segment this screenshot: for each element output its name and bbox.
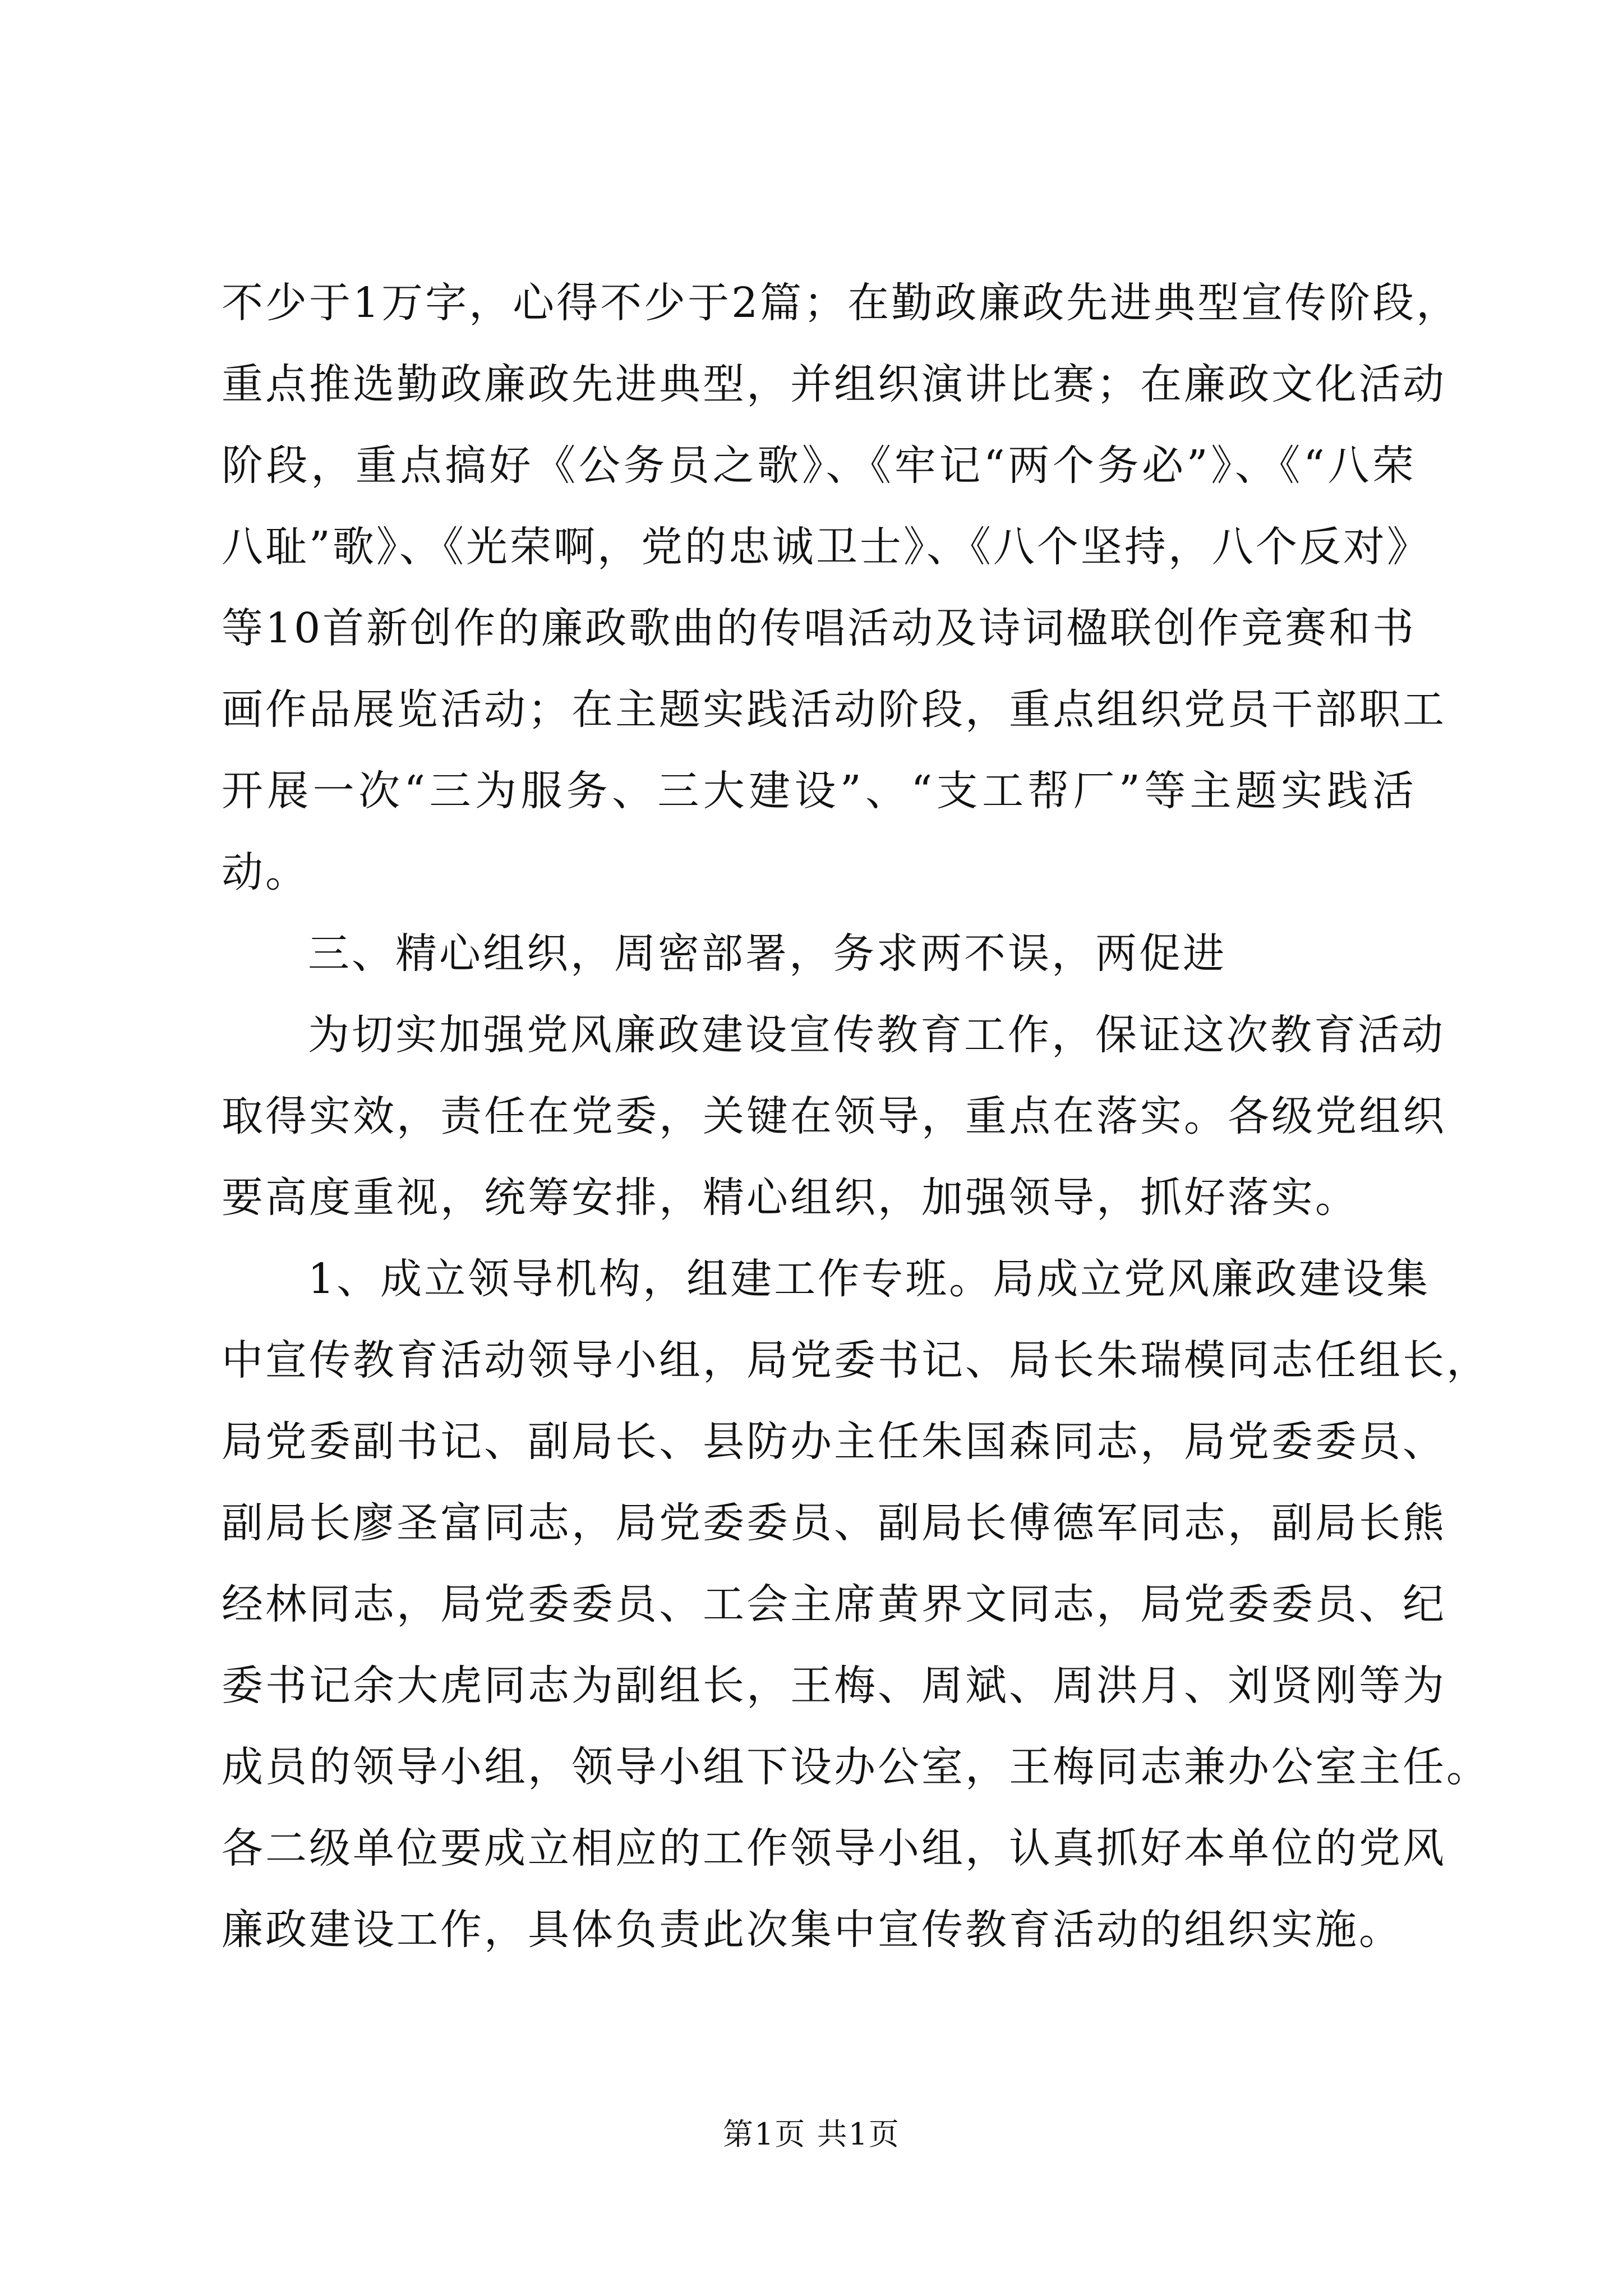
text-line: 副局长廖圣富同志，局党委委员、副局长傅德军同志，副局长熊 [222,1499,1446,1547]
document-body [222,263,1490,1971]
text-line: 为切实加强党风廉政建设宣传教育工作，保证这次教育活动 [308,1011,1445,1059]
text-line: 1、成立领导机构，组建工作专班。局成立党风廉政建设集 [308,1255,1431,1303]
text-line: 阶段，重点搞好《公务员之歌》、《牢记“两个务必”》、《“八荣 [222,441,1416,490]
text-line: 成员的领导小组，领导小组下设办公室，王梅同志兼办公室主任。 [222,1743,1490,1791]
page-footer: 第1页 共1页 [723,2116,900,2152]
text-line: 局党委副书记、副局长、县防办主任朱国森同志，局党委委员、 [222,1418,1446,1466]
text-line: 委书记余大虎同志为副组长，王梅、周斌、周洪月、刘贤刚等为 [222,1662,1446,1710]
text-line: 重点推选勤政廉政先进典型，并组织演讲比赛；在廉政文化活动 [222,360,1446,408]
text-line: 八耻”歌》、《光荣啊，党的忠诚卫士》、《八个坚持，八个反对》 [222,523,1431,571]
text-line: 画作品展览活动；在主题实践活动阶段，重点组织党员干部职工 [222,685,1446,734]
text-line: 廉政建设工作，具体负责此次集中宣传教育活动的组织实施。 [222,1906,1403,1954]
text-line: 动。 [222,848,309,896]
section-heading: 三、精心组织，周密部署，务求两不误，两促进 [308,930,1227,978]
text-line: 取得实效，责任在党委，关键在领导，重点在落实。各级党组织 [222,1092,1446,1140]
text-line: 中宣传教育活动领导小组，局党委书记、局长朱瑞模同志任组长， [222,1336,1490,1384]
text-line: 经林同志，局党委委员、工会主席黄界文同志，局党委委员、纪 [222,1580,1446,1628]
text-line: 开展一次“三为服务、三大建设”、“支工帮厂”等主题实践活 [222,767,1416,815]
text-line: 要高度重视，统筹安排，精心组织，加强领导，抓好落实。 [222,1174,1359,1222]
text-line: 不少于1万字，心得不少于2篇；在勤政廉政先进典型宣传阶段， [222,279,1460,327]
text-line: 等10首新创作的廉政歌曲的传唱活动及诗词楹联创作竞赛和书 [222,604,1417,652]
text-line: 各二级单位要成立相应的工作领导小组，认真抓好本单位的党风 [222,1824,1446,1872]
